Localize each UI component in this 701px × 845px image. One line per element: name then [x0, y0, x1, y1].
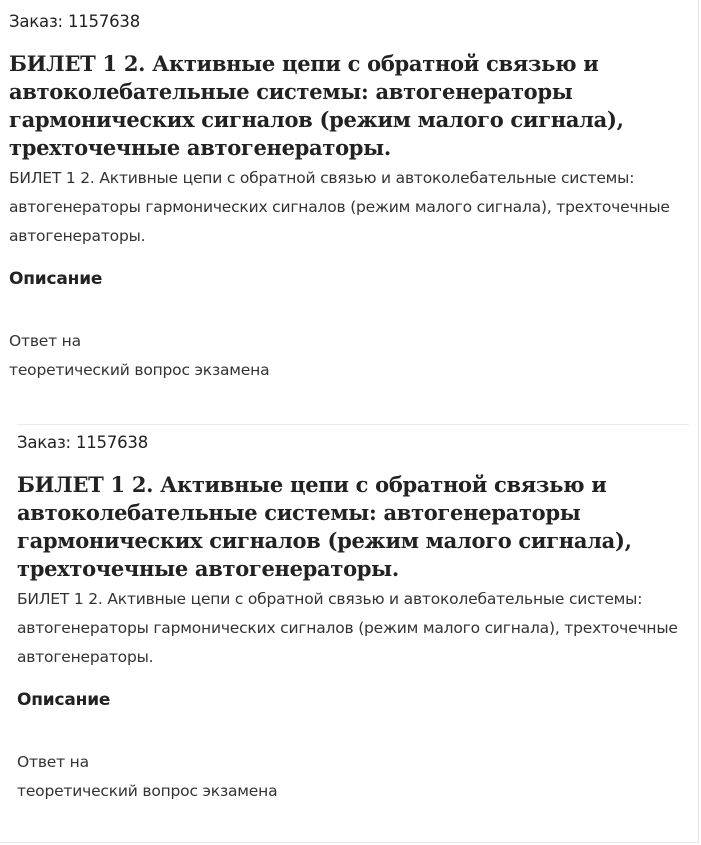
ticket-title: БИЛЕТ 1 2. Активные цепи с обратной связью и автоколебательные системы: автогенераторы гармонических сигналов (режим малого сигнала), трехточечные автогенераторы. — [9, 51, 624, 160]
order-number: Заказ: 1157638 — [17, 433, 149, 452]
description-heading: Описание — [17, 690, 111, 710]
ticket-description: БИЛЕТ 1 2. Активные цепи с обратной связью и автоколебательные системы: автогенераторы гармонических сигналов (режим малого сигнала), трехточечные автогенераторы. — [9, 169, 670, 245]
answer-line-2: теоретический вопрос экзамена — [17, 782, 278, 800]
answer-line-2: теоретический вопрос экзамена — [9, 361, 270, 379]
answer-text — [17, 748, 689, 806]
answer-text — [9, 327, 689, 385]
description-heading: Описание — [9, 269, 103, 289]
order-card-secondary — [17, 424, 689, 806]
answer-line-1: Ответ на — [9, 332, 81, 350]
ticket-title: БИЛЕТ 1 2. Активные цепи с обратной связью и автоколебательные системы: автогенераторы гармонических сигналов (режим малого сигнала), трехточечные автогенераторы. — [17, 472, 632, 581]
ticket-description: БИЛЕТ 1 2. Активные цепи с обратной связью и автоколебательные системы: автогенераторы гармонических сигналов (режим малого сигнала), трехточечные автогенераторы. — [17, 590, 678, 666]
answer-line-1: Ответ на — [17, 753, 89, 771]
order-number: Заказ: 1157638 — [9, 12, 141, 31]
order-card-primary — [9, 8, 689, 385]
